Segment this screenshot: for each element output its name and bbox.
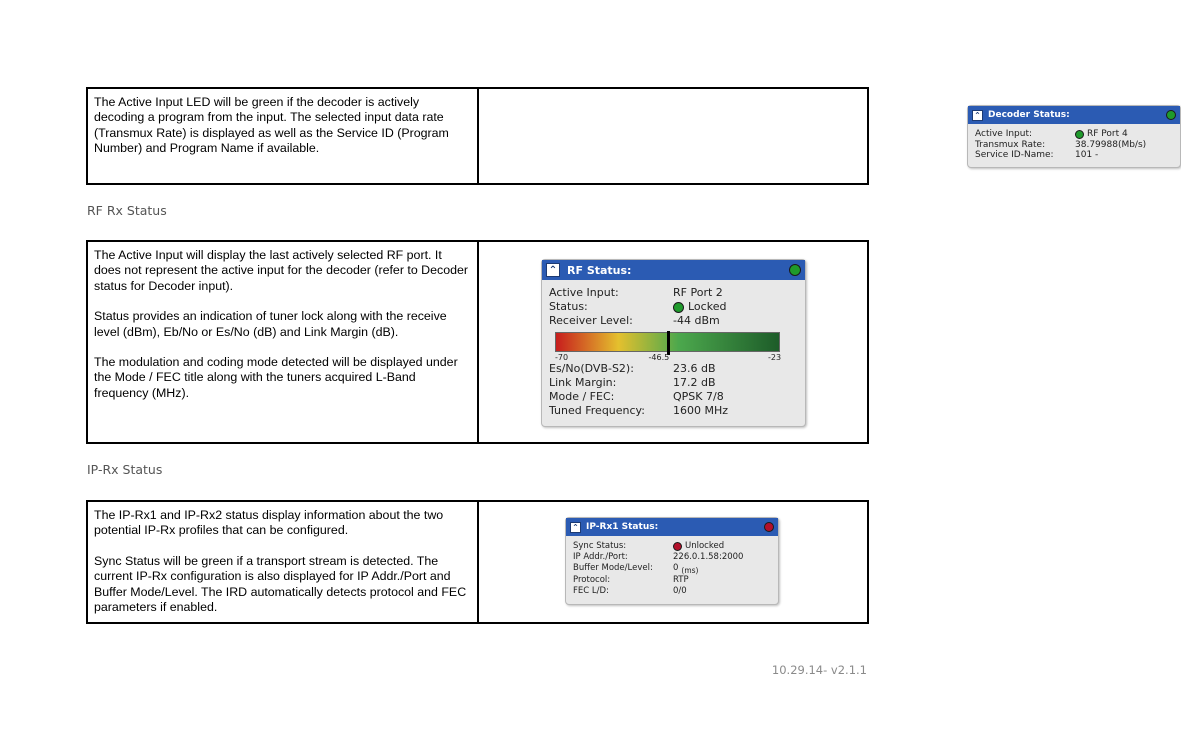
decoder-row (975, 129, 1174, 140)
rf-status-table (86, 240, 869, 444)
rf-status-panel (541, 259, 806, 427)
rf-description-cell (88, 242, 479, 442)
ip-row (573, 586, 772, 597)
rf-panel-title: RF Status: (567, 263, 632, 277)
decoder-row-value: 38.79988(Mb/s) (1075, 139, 1147, 150)
decoder-panel-header (968, 106, 1180, 124)
decoder-status-table (86, 87, 1147, 185)
level-gradient-bar (555, 332, 780, 352)
rf-row-label: Status: (549, 300, 588, 314)
rf-row (549, 390, 797, 404)
rf-row (549, 376, 797, 390)
ip-status-table (86, 500, 869, 624)
ip-row-value: 0/0 (673, 585, 687, 596)
ip-row-label: Protocol: (573, 574, 611, 585)
collapse-icon[interactable]: ⌃ (972, 110, 983, 121)
rf-paragraph: The Active Input will display the last actively selected RF port. It does not represent the active input for the decoder (refer to Decoder status for Decoder input). (94, 248, 469, 293)
decoder-row (975, 150, 1174, 161)
rf-row-value: 23.6 dB (673, 361, 716, 375)
decoder-description-cell (88, 89, 479, 183)
decoder-row-label: Transmux Rate: (975, 139, 1046, 150)
active-input-led-icon (1075, 130, 1084, 139)
rf-row-value: QPSK 7/8 (673, 390, 724, 404)
decoder-screenshot-cell (479, 89, 1147, 183)
collapse-icon[interactable]: ⌃ (570, 522, 581, 533)
rf-row (549, 314, 797, 328)
ip-rx1-status-panel (565, 517, 779, 605)
ip-row-label: IP Addr./Port: (573, 552, 628, 563)
status-led-icon (1166, 110, 1176, 120)
decoder-row-label: Active Input: (975, 129, 1033, 139)
ip-row-value: 0 (673, 563, 679, 574)
rf-row-value: 17.2 dB (673, 375, 716, 389)
rf-row (549, 404, 797, 418)
ip-row (573, 552, 772, 563)
version-footer: 10.29.14- v2.1.1 (771, 663, 867, 677)
ip-row-label: Buffer Mode/Level: (573, 563, 653, 574)
decoder-status-panel (967, 105, 1181, 168)
decoder-row-value: RF Port 4 (1087, 129, 1128, 139)
rf-row-label: Tuned Frequency: (549, 404, 645, 418)
rf-paragraph: Status provides an indication of tuner lock along with the receive level (dBm), Eb/No or Es/No (dB) and Link Margin (dB). (94, 309, 447, 339)
rf-row-value: -44 dBm (673, 314, 720, 328)
ip-row (573, 563, 772, 574)
meter-max-label: -23 (768, 352, 782, 362)
rf-row (549, 286, 797, 300)
status-led-icon (789, 264, 801, 276)
rf-row-label: Es/No(DVB-S2): (549, 361, 634, 375)
meter-min-label: -70 (555, 352, 569, 362)
buffer-unit: (ms) (681, 566, 699, 576)
ip-row (573, 575, 772, 586)
collapse-icon[interactable]: ⌃ (546, 263, 560, 277)
decoder-row-label: Service ID-Name: (975, 150, 1054, 160)
rf-row (549, 362, 797, 376)
ip-paragraph: The IP-Rx1 and IP-Rx2 status display information about the two potential IP-Rx profiles that can be configured. (94, 508, 444, 538)
status-led-icon (764, 522, 774, 532)
rf-row-label: Receiver Level: (549, 314, 633, 328)
rf-paragraph: The modulation and coding mode detected will be displayed under the Mode / FEC title along with the tuners acquired L-Band frequency (MHz). (94, 355, 458, 400)
ip-paragraph: Sync Status will be green if a transport stream is detected. The current IP-Rx configuration is also displayed for IP Addr./Port and Buffer Mode/Level. The IRD automatically detects protocol and FEC parameters if enabled. (94, 553, 467, 615)
sync-led-icon (673, 542, 682, 551)
ip-row (573, 541, 772, 552)
ip-row-label: Sync Status: (573, 541, 627, 551)
ip-panel-header (566, 518, 778, 536)
ip-panel-title: IP-Rx1 Status: (586, 522, 659, 532)
rf-row-value: RF Port 2 (673, 286, 723, 299)
decoder-panel-title: Decoder Status: (988, 110, 1070, 120)
rf-screenshot-cell (479, 242, 867, 442)
decoder-row-value: 101 - (1075, 150, 1099, 160)
ip-row-value: Unlocked (685, 541, 725, 551)
rf-row-label: Link Margin: (549, 375, 617, 389)
rf-panel-header (542, 260, 805, 280)
lock-led-icon (673, 302, 684, 313)
meter-marker-label: -46.5 (648, 352, 670, 362)
ip-row-value: RTP (673, 574, 689, 585)
decoder-description: The Active Input LED will be green if the decoder is actively decoding a program from the input. The selected input data rate (Transmux Rate) is displayed as well as the Service ID (Program Number) and Program Name if available. (94, 95, 449, 156)
rf-section-heading: RF Rx Status (87, 203, 167, 218)
rf-row-value: 1600 MHz (673, 404, 729, 418)
receiver-level-meter (549, 332, 797, 362)
ip-section-heading: IP-Rx Status (87, 462, 163, 477)
ip-description-cell (88, 502, 479, 622)
ip-row-value: 226.0.1.58:2000 (673, 552, 744, 563)
decoder-row (975, 140, 1174, 151)
rf-row-label: Mode / FEC: (549, 390, 615, 404)
ip-row-label: FEC L/D: (573, 585, 609, 596)
rf-row-label: Active Input: (549, 286, 619, 299)
ip-screenshot-cell (479, 502, 867, 622)
rf-row (549, 300, 797, 314)
rf-row-value: Locked (688, 300, 727, 314)
